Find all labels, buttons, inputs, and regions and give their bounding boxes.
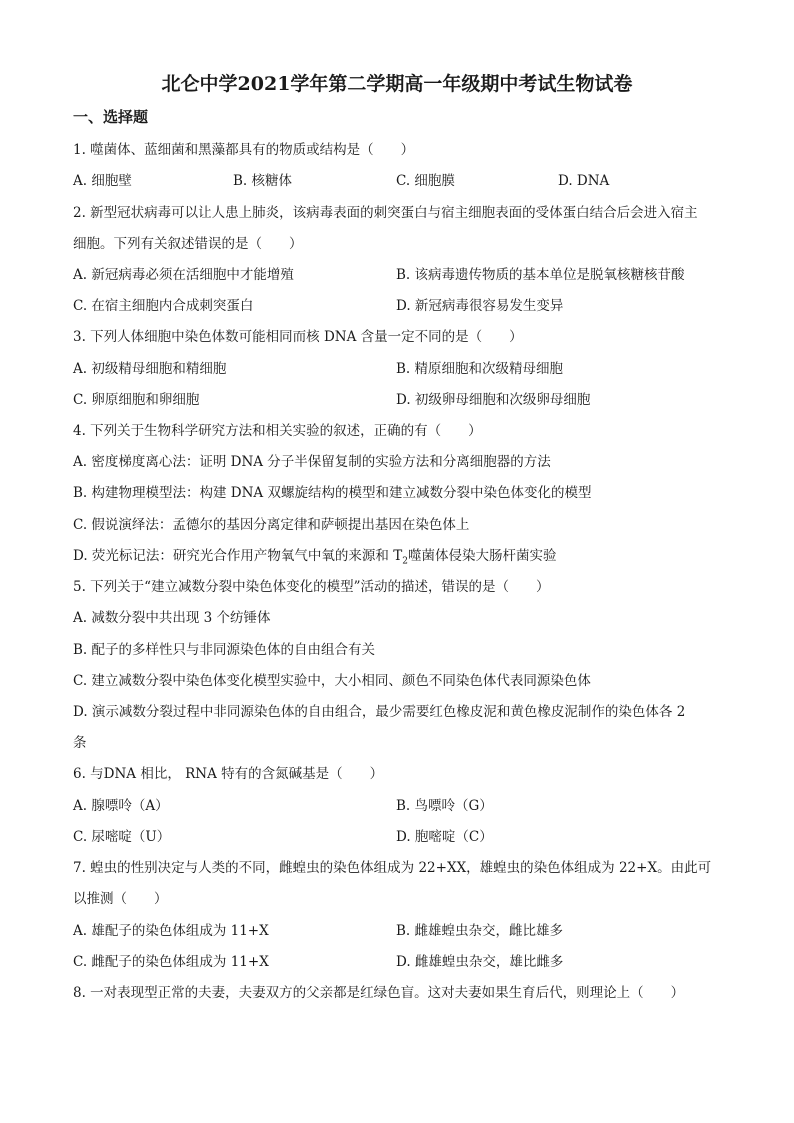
question-1-option-b: B. 核糖体 <box>233 173 293 189</box>
question-5-option-c: C. 建立减数分裂中染色体变化模型实验中，大小相同、颜色不同染色体代表同源染色体 <box>73 673 591 689</box>
question-5-option-b: B. 配子的多样性只与非同源染色体的自由组合有关 <box>73 642 376 658</box>
question-2-option-c: C. 在宿主细胞内合成刺突蛋白 <box>73 298 254 314</box>
question-8-stem: 8. 一对表现型正常的夫妻，夫妻双方的父亲都是红绿色盲。这对夫妻如果生育后代，则理论上（ ） <box>73 985 685 1001</box>
question-6-option-a: A. 腺嘌呤（A） <box>73 798 169 814</box>
question-2-stem-line-2: 细胞。下列有关叙述错误的是（ ） <box>73 236 303 252</box>
question-5-stem: 5. 下列关于“建立减数分裂中染色体变化的模型”活动的描述，错误的是（ ） <box>73 579 550 595</box>
question-1-option-a: A. 细胞壁 <box>73 173 132 189</box>
question-3-option-b: B. 精原细胞和次级精母细胞 <box>396 361 564 377</box>
question-4-option-d <box>73 545 556 567</box>
page-title: 北仑中学2021学年第二学期高一年级期中考试生物试卷 <box>161 73 633 95</box>
question-4-option-b: B. 构建物理模型法：构建 DNA 双螺旋结构的模型和建立减数分裂中染色体变化的模型 <box>73 485 592 501</box>
question-6-stem: 6. 与DNA 相比， RNA 特有的含氮碱基是（ ） <box>73 766 384 782</box>
question-7-stem-line-1: 7. 蝗虫的性别决定与人类的不同，雌蝗虫的染色体组成为 22+XX，雄蝗虫的染色体组成为 22+X。由此可 <box>73 860 712 876</box>
section-heading: 一、选择题 <box>73 108 149 126</box>
question-1-option-d: D. DNA <box>558 173 610 189</box>
question-2-option-b: B. 该病毒遗传物质的基本单位是脱氧核糖核苷酸 <box>396 267 685 283</box>
question-4-option-a: A. 密度梯度离心法：证明 DNA 分子半保留复制的实验方法和分离细胞器的方法 <box>73 454 551 470</box>
question-5-option-d-line-1: D. 演示减数分裂过程中非同源染色体的自由组合，最少需要红色橡皮泥和黄色橡皮泥制作的染色体各 2 <box>73 704 686 720</box>
question-6-option-d: D. 胞嘧啶（C） <box>396 829 493 845</box>
question-4-stem: 4. 下列关于生物科学研究方法和相关实验的叙述，正确的有（ ） <box>73 423 482 439</box>
question-5-option-d-line-2: 条 <box>73 735 87 751</box>
question-6-option-b: B. 鸟嘌呤（G） <box>396 798 493 814</box>
question-7-stem-line-2: 以推测（ ） <box>73 891 168 907</box>
question-4-option-d-text: D. 荧光标记法：研究光合作用产物氧气中氧的来源和 T <box>73 548 403 564</box>
question-2-option-a: A. 新冠病毒必须在活细胞中才能增殖 <box>73 267 294 283</box>
question-3-option-d: D. 初级卵母细胞和次级卵母细胞 <box>396 392 591 408</box>
question-4-option-d-text-end: 噬菌体侵染大肠杆菌实验 <box>407 548 557 564</box>
question-1-option-c: C. 细胞膜 <box>396 173 455 189</box>
question-2-option-d: D. 新冠病毒很容易发生变异 <box>396 298 564 314</box>
subscript-2: 2 <box>402 556 408 567</box>
question-1-stem: 1. 噬菌体、蓝细菌和黑藻都具有的物质或结构是（ ） <box>73 142 415 158</box>
question-4-option-c: C. 假说演绎法：孟德尔的基因分离定律和萨顿提出基因在染色体上 <box>73 517 470 533</box>
question-3-option-c: C. 卵原细胞和卵细胞 <box>73 392 200 408</box>
question-7-option-d: D. 雌雄蝗虫杂交，雄比雌多 <box>396 954 564 970</box>
question-7-option-a: A. 雄配子的染色体组成为 11+X <box>73 923 269 939</box>
question-5-option-a: A. 减数分裂中共出现 3 个纺锤体 <box>73 610 271 626</box>
question-2-stem-line-1: 2. 新型冠状病毒可以让人患上肺炎，该病毒表面的刺突蛋白与宿主细胞表面的受体蛋白结合后会进入宿主 <box>73 205 698 221</box>
question-3-stem: 3. 下列人体细胞中染色体数可能相同而核 DNA 含量一定不同的是（ ） <box>73 329 523 345</box>
question-7-option-c: C. 雌配子的染色体组成为 11+X <box>73 954 269 970</box>
question-7-option-b: B. 雌雄蝗虫杂交，雌比雄多 <box>396 923 564 939</box>
question-3-option-a: A. 初级精母细胞和精细胞 <box>73 361 227 377</box>
question-6-option-c: C. 尿嘧啶（U） <box>73 829 171 845</box>
